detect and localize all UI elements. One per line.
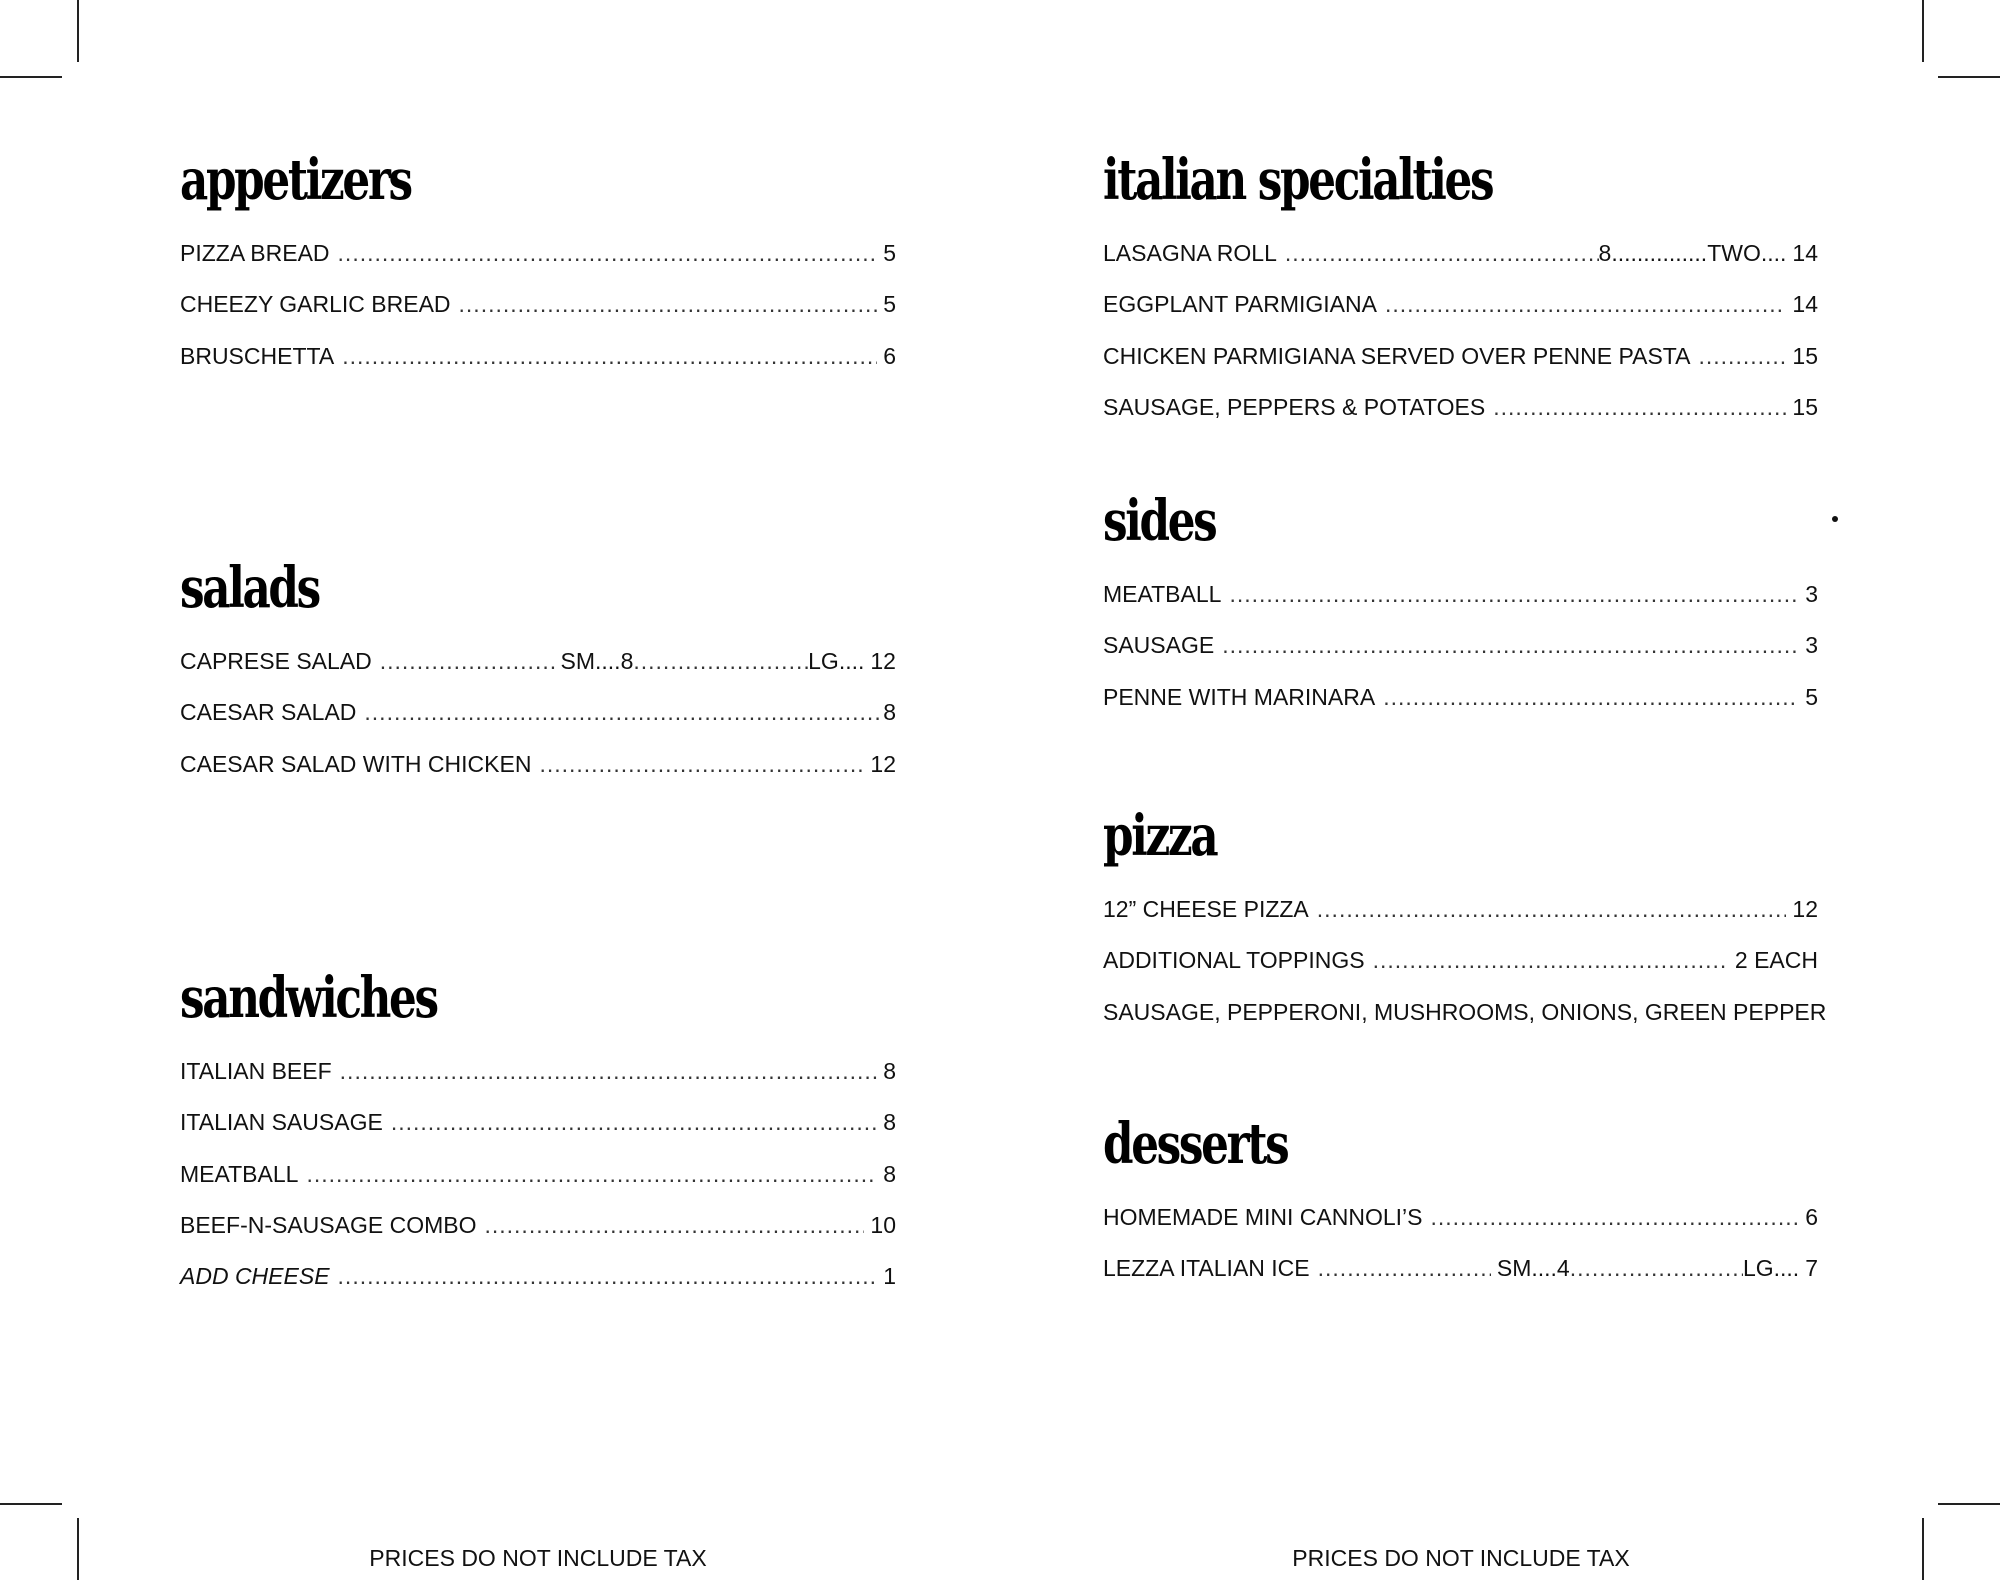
dot-leader bbox=[1318, 1253, 1491, 1283]
section-appetizers bbox=[180, 148, 896, 392]
item-price: 5 bbox=[883, 291, 896, 318]
menu-item bbox=[180, 1056, 896, 1107]
toppings-list: SAUSAGE, PEPPERONI, MUSHROOMS, ONIONS, GREEN PEPPER bbox=[1103, 998, 1827, 1025]
dot-leader bbox=[539, 749, 864, 779]
section-heading: sides bbox=[1103, 488, 1216, 554]
item-price: 12 bbox=[870, 750, 896, 777]
item-name: ITALIAN SAUSAGE bbox=[180, 1109, 383, 1136]
menu-item bbox=[180, 697, 896, 748]
menu-item bbox=[180, 1107, 896, 1158]
dot-leader bbox=[459, 289, 878, 319]
crop-mark bbox=[1922, 1518, 1924, 1580]
menu-item bbox=[1103, 945, 1818, 996]
item-name: MEATBALL bbox=[180, 1160, 299, 1187]
dot-leader bbox=[1699, 341, 1787, 371]
dot-leader bbox=[1493, 392, 1786, 422]
dot-leader bbox=[1222, 630, 1799, 660]
section-pizza bbox=[1103, 803, 1827, 1048]
item-price: 1 bbox=[883, 1263, 896, 1290]
menu-item bbox=[1103, 630, 1818, 681]
menu-item bbox=[180, 289, 896, 340]
item-name: BRUSCHETTA bbox=[180, 342, 335, 369]
menu-item bbox=[1103, 289, 1818, 340]
item-price: 3 bbox=[1805, 581, 1818, 607]
item-price: 14 bbox=[1792, 291, 1818, 318]
section-heading: pizza bbox=[1103, 803, 1217, 869]
menu-item bbox=[180, 238, 896, 289]
menu-item bbox=[180, 749, 896, 800]
size-small-label: SM....8 bbox=[560, 648, 634, 674]
menu-item bbox=[180, 1210, 896, 1261]
item-name: 12” CHEESE PIZZA bbox=[1103, 896, 1309, 922]
menu-item-list bbox=[180, 1056, 896, 1312]
menu-item bbox=[180, 1261, 896, 1312]
section-salads bbox=[180, 556, 896, 800]
item-price: 8 bbox=[883, 699, 896, 726]
dot-leader bbox=[1430, 1202, 1799, 1232]
crop-mark bbox=[0, 1503, 62, 1505]
size-small-label: SM....4 bbox=[1496, 1255, 1570, 1282]
item-price: 14 bbox=[1792, 240, 1818, 266]
section-italian-specialties bbox=[1103, 148, 1818, 443]
item-price: 12 bbox=[1792, 896, 1818, 922]
crop-mark bbox=[77, 1518, 79, 1580]
item-name: CHICKEN PARMIGIANA SERVED OVER PENNE PASTA bbox=[1103, 342, 1691, 369]
section-sides bbox=[1103, 489, 1818, 733]
section-heading: appetizers bbox=[180, 147, 411, 213]
menu-item-list bbox=[180, 646, 896, 800]
dot-leader bbox=[380, 646, 555, 676]
menu-item-list bbox=[180, 238, 896, 392]
item-price: 6 bbox=[1805, 1204, 1818, 1230]
menu-item bbox=[180, 1159, 896, 1210]
dot-leader bbox=[633, 646, 808, 676]
size-large-label: LG.... bbox=[808, 648, 865, 674]
section-heading: desserts bbox=[1103, 1111, 1288, 1177]
item-name: CAESAR SALAD WITH CHICKEN bbox=[180, 750, 532, 777]
item-name: CAPRESE SALAD bbox=[180, 648, 372, 674]
item-price: 5 bbox=[883, 240, 896, 266]
menu-item-list bbox=[1103, 579, 1818, 733]
dot-leader bbox=[338, 238, 878, 268]
dot-leader bbox=[484, 1210, 864, 1240]
item-name: ADDITIONAL TOPPINGS bbox=[1103, 947, 1365, 974]
section-heading: salads bbox=[180, 555, 319, 621]
crop-mark bbox=[1938, 76, 2000, 78]
item-price: 10 bbox=[870, 1211, 896, 1238]
item-name: PIZZA BREAD bbox=[180, 240, 330, 266]
menu-item bbox=[1103, 682, 1818, 733]
section-sandwiches bbox=[180, 966, 896, 1312]
item-name: CHEEZY GARLIC BREAD bbox=[180, 291, 451, 318]
menu-item-list bbox=[1103, 894, 1827, 1048]
dot-leader bbox=[1570, 1253, 1743, 1283]
item-name: LASAGNA ROLL bbox=[1103, 240, 1277, 266]
toppings-note bbox=[1103, 997, 1827, 1048]
menu-item bbox=[1103, 1253, 1818, 1304]
item-name: ITALIAN BEEF bbox=[180, 1058, 332, 1084]
item-name: PENNE WITH MARINARA bbox=[1103, 683, 1376, 710]
item-price: 8 bbox=[883, 1058, 896, 1084]
stray-dot bbox=[1832, 516, 1838, 522]
crop-mark bbox=[1938, 1503, 2000, 1505]
item-price: 5 bbox=[1805, 683, 1818, 710]
item-mid-label: 8...............TWO.... bbox=[1598, 240, 1787, 266]
dot-leader bbox=[342, 341, 877, 371]
dot-leader bbox=[306, 1159, 877, 1189]
item-price: 7 bbox=[1805, 1255, 1818, 1282]
dot-leader bbox=[1383, 682, 1799, 712]
item-name: SAUSAGE bbox=[1103, 632, 1215, 659]
item-name: CAESAR SALAD bbox=[180, 699, 357, 726]
size-large-label: LG.... bbox=[1742, 1255, 1800, 1282]
dot-leader bbox=[364, 697, 883, 727]
menu-item bbox=[1103, 1202, 1818, 1253]
dot-leader bbox=[1373, 945, 1729, 975]
menu-item-list bbox=[1103, 1202, 1818, 1305]
crop-mark bbox=[0, 76, 62, 78]
menu-item bbox=[180, 646, 896, 697]
item-price: 2 EACH bbox=[1734, 947, 1818, 974]
menu-item bbox=[1103, 894, 1818, 945]
tax-notice: PRICES DO NOT INCLUDE TAX bbox=[1292, 1545, 1630, 1571]
section-heading: italian specialties bbox=[1103, 147, 1493, 213]
menu-item bbox=[1103, 392, 1818, 443]
dot-leader bbox=[340, 1056, 878, 1086]
dot-leader bbox=[1285, 238, 1599, 268]
item-price: 12 bbox=[870, 648, 896, 674]
menu-item bbox=[1103, 341, 1818, 392]
menu-item bbox=[180, 341, 896, 392]
dot-leader bbox=[1385, 289, 1786, 319]
dot-leader bbox=[338, 1261, 878, 1291]
menu-item bbox=[1103, 579, 1818, 630]
item-name: MEATBALL bbox=[1103, 581, 1222, 607]
crop-mark bbox=[1922, 0, 1924, 62]
menu-item bbox=[1103, 238, 1818, 289]
dot-leader bbox=[1317, 894, 1787, 924]
menu-right-column bbox=[1103, 147, 1827, 1571]
item-name: LEZZA ITALIAN ICE bbox=[1103, 1255, 1310, 1282]
menu-left-column bbox=[180, 147, 896, 1571]
item-price: 8 bbox=[883, 1160, 896, 1187]
section-heading: sandwiches bbox=[180, 965, 437, 1031]
item-price: 3 bbox=[1805, 632, 1818, 659]
item-price: 8 bbox=[883, 1109, 896, 1136]
dot-leader bbox=[391, 1107, 877, 1137]
item-price: 15 bbox=[1792, 342, 1818, 369]
item-name: ADD CHEESE bbox=[180, 1263, 330, 1290]
item-name: HOMEMADE MINI CANNOLI’S bbox=[1103, 1204, 1423, 1230]
crop-mark bbox=[77, 0, 79, 62]
tax-notice: PRICES DO NOT INCLUDE TAX bbox=[369, 1545, 707, 1571]
item-name: SAUSAGE, PEPPERS & POTATOES bbox=[1103, 393, 1486, 420]
item-price: 15 bbox=[1792, 393, 1818, 420]
item-name: BEEF-N-SAUSAGE COMBO bbox=[180, 1211, 477, 1238]
section-desserts bbox=[1103, 1112, 1818, 1305]
dot-leader bbox=[1229, 579, 1799, 609]
menu-item-list bbox=[1103, 238, 1818, 443]
item-price: 6 bbox=[883, 342, 896, 369]
item-name: EGGPLANT PARMIGIANA bbox=[1103, 291, 1377, 318]
